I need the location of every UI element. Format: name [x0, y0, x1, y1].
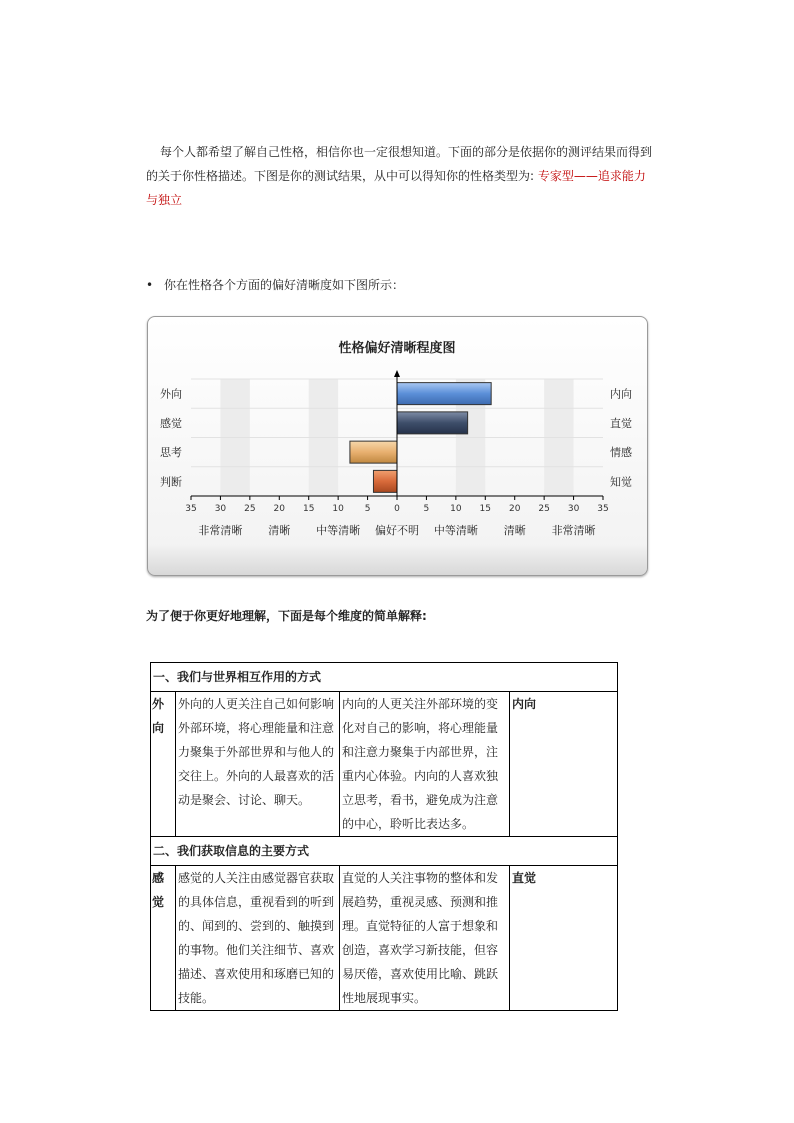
chart-category-label: 非常清晰 [551, 524, 596, 537]
section-heading: 一、我们与世界相互作用的方式 [151, 663, 618, 692]
chart-bar [397, 412, 468, 434]
dimension-right-label: 内向 [510, 692, 618, 837]
chart-category-label: 清晰 [268, 524, 291, 537]
chart-intro-line [146, 275, 404, 295]
dimension-left-desc: 外向的人更关注自己如何影响外部环境，将心理能量和注意力聚集于外部世界和与他人的交往上。外向的人最喜欢的活动是聚会、讨论、聊天。 [176, 692, 340, 837]
dimension-side-label: 感觉 [151, 866, 176, 1011]
chart-tick-label: 0 [394, 504, 400, 514]
dimension-right-desc: 直觉的人关注事物的整体和发展趋势，重视灵感、预测和推理。直觉特征的人富于想象和创造，喜欢学习新技能，但容易厌倦，喜欢使用比喻、跳跃性地展现事实。 [340, 866, 510, 1011]
chart-canvas [148, 317, 647, 575]
intro-text: 每个人都希望了解自己性格，相信你也一定很想知道。下面的部分是依据你的测评结果而得到的关于你性格描述。下图是你的测试结果，从中可以得知你的性格类型为: [146, 145, 653, 183]
chart-right-label: 直觉 [610, 416, 632, 430]
chart-category-label: 中等清晰 [316, 524, 361, 537]
table-row [151, 663, 618, 692]
chart-right-label: 情感 [610, 446, 632, 460]
personality-type: 专家型——追求能力与独立 [146, 169, 646, 207]
chart-tick-label: 10 [450, 504, 462, 514]
chart-tick-label: 15 [479, 504, 492, 514]
chart-category-label: 非常清晰 [198, 524, 243, 537]
dimension-side-label: 外向 [151, 692, 176, 837]
chart-tick-label: 5 [423, 504, 430, 514]
chart-tick-label: 25 [538, 504, 550, 514]
table-row [151, 866, 618, 1011]
chart-tick-label: 25 [244, 504, 256, 514]
dimension-table [150, 662, 618, 1011]
explain-heading: 为了便于你更好地理解，下面是每个维度的简单解释: [146, 609, 427, 623]
chart-bar [373, 470, 397, 492]
chart-right-label: 知觉 [610, 475, 632, 489]
chart-tick-label: 5 [364, 504, 371, 514]
dimension-right-desc: 内向的人更关注外部环境的变化对自己的影响，将心理能量和注意力聚集于内部世界，注重内心体验。内向的人喜欢独立思考，看书，避免成为注意的中心，聆听比表达多。 [340, 692, 510, 837]
dimension-right-label: 直觉 [510, 866, 618, 1011]
chart-left-label: 判断 [160, 475, 182, 489]
chart-tick-label: 20 [508, 504, 521, 514]
chart-tick-label: 30 [214, 504, 227, 514]
section-heading: 二、我们获取信息的主要方式 [151, 837, 618, 866]
chart-left-label: 感觉 [160, 416, 182, 430]
chart-bar [350, 441, 397, 463]
chart-tick-label: 35 [597, 504, 609, 514]
intro-paragraph [146, 140, 652, 212]
chart-tick-label: 15 [302, 504, 315, 514]
chart-tick-label: 10 [332, 504, 344, 514]
chart-tick-label: 20 [273, 504, 286, 514]
chart-title: 性格偏好清晰程度图 [338, 341, 456, 356]
chart-axis-arrow [394, 370, 400, 377]
chart-intro-text: 你在性格各个方面的偏好清晰度如下图所示： [164, 278, 405, 292]
table-row [151, 837, 618, 866]
chart-category-label: 中等清晰 [433, 524, 478, 537]
chart-category-label: 偏好不明 [375, 524, 419, 537]
chart-right-label: 内向 [610, 387, 632, 401]
chart-tick-label: 35 [185, 504, 197, 514]
preference-chart [147, 316, 648, 576]
bullet-dot: • [146, 278, 154, 292]
chart-category-label: 清晰 [503, 524, 526, 537]
chart-tick-label: 30 [567, 504, 580, 514]
chart-left-label: 思考 [160, 446, 182, 460]
chart-left-label: 外向 [160, 387, 182, 401]
dimension-left-desc: 感觉的人关注由感觉器官获取的具体信息，重视看到的听到的、闻到的、尝到的、触摸到的事物。他们关注细节、喜欢描述、喜欢使用和琢磨已知的技能。 [176, 866, 340, 1011]
table-row [151, 692, 618, 837]
chart-bar [397, 383, 491, 405]
